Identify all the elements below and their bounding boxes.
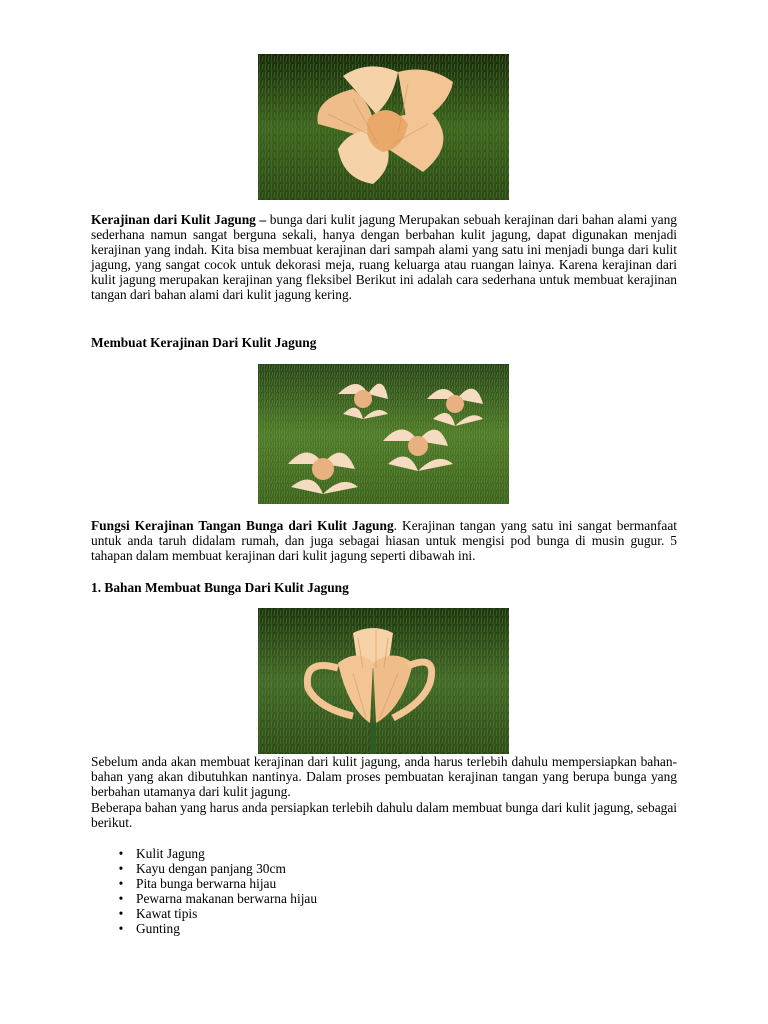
function-body: . Kerajinan tangan yang satu ini sangat bermanfaat untuk anda taruh didalam rumah, dan juga sebagai hiasan untuk mengisi pod bunga di musin gugur. 5 tahapan dalam membuat kerajinan dari kulit jagung seperti dibawah ini. (91, 518, 677, 563)
section-heading-making: Membuat Kerajinan Dari Kulit Jagung (91, 335, 317, 350)
list-item: • Pewarna makanan berwarna hijau (91, 891, 677, 906)
list-item: • Kayu dengan panjang 30cm (91, 861, 677, 876)
bullet-icon: • (118, 846, 124, 861)
bullet-icon: • (118, 921, 124, 936)
intro-paragraph (91, 212, 677, 302)
bullet-icon: • (118, 861, 124, 876)
list-item: • Kawat tipis (91, 906, 677, 921)
corn-husk-flower-photo (258, 54, 509, 200)
section-heading-materials: 1. Bahan Membuat Bunga Dari Kulit Jagung (91, 580, 349, 595)
bullet-icon: • (118, 906, 124, 921)
list-item: • Pita bunga berwarna hijau (91, 876, 677, 891)
corn-husk-flower-stem-photo (258, 608, 509, 754)
intro-body: bunga dari kulit jagung Merupakan sebuah kerajinan dari bahan alami yang sederhana namun sangat berguna sekali, hanya dengan berbahan kulit jagung, dapat digunakan menjadi kerajinan yang indah. Kita bisa membuat kerajinan dari sampah alami yang satu ini menjadi bunga dari kulit jagung, yang sangat cocok untuk dekorasi meja, ruang keluarga atau ruangan lainya. Karena kerajinan dari kulit jagung merupakan kerajinan yang fleksibel Berikut ini adalah cara sederhana untuk membuat kerajinan tangan dari bahan alami dari kulit jagung kering. (91, 212, 677, 302)
function-paragraph (91, 518, 677, 563)
materials-list (91, 846, 677, 936)
preparation-paragraph: Sebelum anda akan membuat kerajinan dari kulit jagung, anda harus terlebih dahulu mempersiapkan bahan-bahan yang akan dibutuhkan nantinya. Dalam proses pembuatan kerajinan tangan yang berupa bunga yang berbahan utamanya dari kulit jagung. (91, 754, 677, 799)
list-item: • Kulit Jagung (91, 846, 677, 861)
intro-title: Kerajinan dari Kulit Jagung – (91, 212, 267, 227)
list-item: • Gunting (91, 921, 677, 936)
bullet-icon: • (118, 891, 124, 906)
corn-husk-flowers-group-photo (258, 364, 509, 504)
materials-intro-paragraph: Beberapa bahan yang harus anda persiapkan terlebih dahulu dalam membuat bunga dari kulit jagung, sebagai berikut. (91, 800, 677, 830)
bullet-icon: • (118, 876, 124, 891)
function-title: Fungsi Kerajinan Tangan Bunga dari Kulit Jagung (91, 518, 394, 533)
